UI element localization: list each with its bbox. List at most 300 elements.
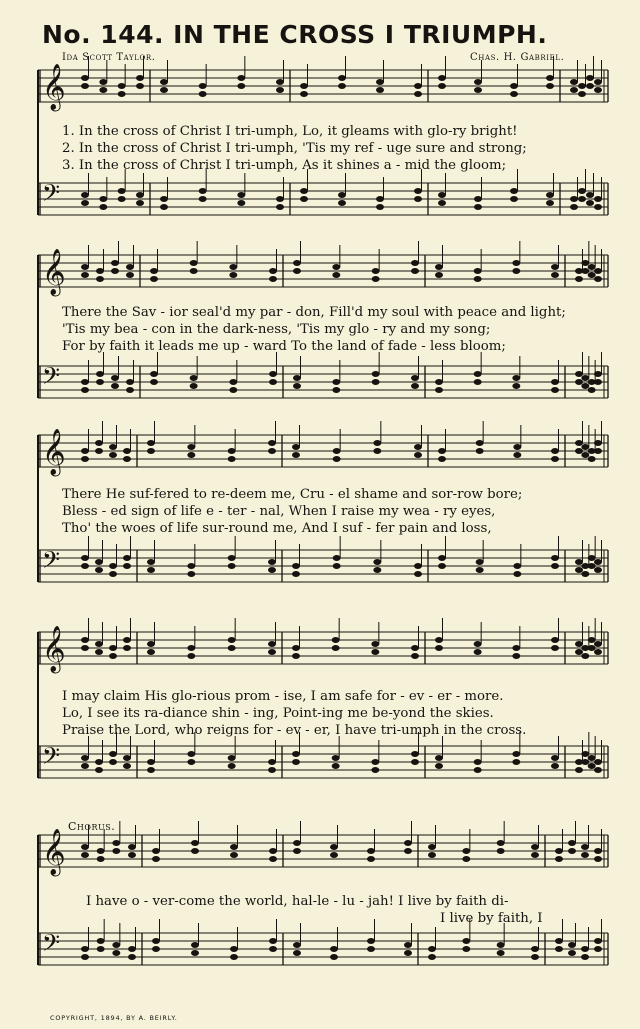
note-head [109, 452, 117, 458]
note-head [588, 555, 596, 561]
note-head [81, 264, 89, 270]
note-head [575, 371, 583, 377]
note-head [187, 759, 195, 765]
note-head [292, 645, 300, 651]
note-head [147, 641, 155, 647]
note-head [581, 844, 589, 850]
note-head [568, 950, 576, 956]
note-head [555, 946, 563, 952]
note-head [237, 75, 245, 81]
note-head [581, 571, 589, 577]
note-head [187, 645, 195, 651]
note-head [513, 571, 521, 577]
note-head [293, 268, 301, 274]
note-head [187, 452, 195, 458]
note-head [594, 856, 602, 862]
note-head [95, 448, 103, 454]
note-head [551, 555, 559, 561]
note-head [581, 946, 589, 952]
note-head [332, 379, 340, 385]
note-head [126, 379, 134, 385]
note-head [147, 767, 155, 773]
note-head [190, 260, 198, 266]
note-head [136, 83, 144, 89]
note-head [435, 763, 443, 769]
note-head [237, 200, 245, 206]
note-head [81, 946, 89, 952]
note-head [228, 456, 236, 462]
note-head [268, 448, 276, 454]
note-head [81, 645, 89, 651]
note-head [588, 645, 596, 651]
note-head [191, 942, 199, 948]
note-head [551, 763, 559, 769]
note-head [292, 759, 300, 765]
note-head [332, 763, 340, 769]
note-head [276, 204, 284, 210]
note-head [512, 645, 520, 651]
note-head [268, 759, 276, 765]
note-head [332, 387, 340, 393]
note-head [95, 649, 103, 655]
note-head [230, 844, 238, 850]
note-head [581, 759, 589, 765]
note-head [123, 755, 131, 761]
note-head [435, 755, 443, 761]
note-head [588, 272, 596, 278]
note-head [95, 559, 103, 565]
lyric-line: 3. In the cross of Christ I tri-umph, As it shines a - mid the gloom; [62, 158, 507, 173]
note-head [411, 759, 419, 765]
note-head [191, 950, 199, 956]
note-head [594, 79, 602, 85]
note-head [372, 268, 380, 274]
note-head [333, 448, 341, 454]
note-head [474, 379, 482, 385]
hymn-title: No. 144. IN THE CROSS I TRIUMPH. [42, 20, 548, 49]
note-head [594, 559, 602, 565]
note-head [111, 375, 119, 381]
treble-clef-icon: 𝄞 [42, 429, 66, 475]
note-head [160, 79, 168, 85]
note-head [147, 448, 155, 454]
note-head [293, 375, 301, 381]
note-head [404, 848, 412, 854]
note-head [152, 946, 160, 952]
note-head [438, 456, 446, 462]
note-head [414, 196, 422, 202]
note-head [497, 848, 505, 854]
note-head [594, 379, 602, 385]
note-head [497, 942, 505, 948]
note-head [81, 192, 89, 198]
note-head [510, 91, 518, 97]
note-head [588, 264, 596, 270]
lyrics-system-3 [62, 486, 610, 537]
note-head [111, 268, 119, 274]
note-head [97, 938, 105, 944]
note-head [147, 759, 155, 765]
note-head [333, 456, 341, 462]
copyright-notice: COPYRIGHT, 1894, BY A. BEIRLY. [50, 1014, 178, 1022]
note-head [372, 276, 380, 282]
note-head [474, 641, 482, 647]
note-head [96, 371, 104, 377]
note-head [594, 204, 602, 210]
note-head [330, 844, 338, 850]
note-head [187, 653, 195, 659]
note-head [109, 759, 117, 765]
note-head [230, 946, 238, 952]
note-head [474, 759, 482, 765]
note-head [575, 567, 583, 573]
note-head [81, 387, 89, 393]
note-head [228, 755, 236, 761]
note-head [199, 188, 207, 194]
note-head [150, 276, 158, 282]
note-head [435, 637, 443, 643]
note-head [546, 192, 554, 198]
note-head [594, 268, 602, 274]
note-head [531, 946, 539, 952]
note-head [268, 440, 276, 446]
note-head [229, 379, 237, 385]
lyrics-system-4 [62, 688, 610, 739]
note-head [228, 637, 236, 643]
lyric-line: 'Tis my bea - con in the dark-ness, 'Tis my glo - ry and my song; [62, 322, 491, 337]
note-head [230, 954, 238, 960]
note-head [575, 440, 583, 446]
note-head [474, 268, 482, 274]
note-head [581, 653, 589, 659]
note-head [575, 276, 583, 282]
note-head [268, 767, 276, 773]
note-head [109, 751, 117, 757]
note-head [594, 946, 602, 952]
note-head [594, 276, 602, 282]
note-head [510, 196, 518, 202]
lyric-line: Tho' the woes of life sur-round me, And I suf - fer pain and loss, [62, 521, 492, 536]
note-head [293, 848, 301, 854]
note-head [404, 950, 412, 956]
note-head [404, 840, 412, 846]
note-head [81, 200, 89, 206]
note-head [228, 763, 236, 769]
note-head [411, 383, 419, 389]
note-head [109, 645, 117, 651]
note-head [160, 196, 168, 202]
note-head [228, 645, 236, 651]
note-head [474, 649, 482, 655]
note-head [428, 852, 436, 858]
note-head [228, 555, 236, 561]
note-head [126, 264, 134, 270]
note-head [510, 83, 518, 89]
note-head [474, 767, 482, 773]
note-head [292, 563, 300, 569]
note-head [428, 844, 436, 850]
note-head [81, 844, 89, 850]
note-head [147, 559, 155, 565]
lyrics-system-2 [62, 304, 610, 355]
note-head [269, 268, 277, 274]
note-head [293, 950, 301, 956]
note-head [191, 848, 199, 854]
note-head [150, 268, 158, 274]
note-head [371, 641, 379, 647]
note-head [95, 767, 103, 773]
note-head [414, 91, 422, 97]
note-head [376, 79, 384, 85]
note-head [229, 387, 237, 393]
note-head [575, 379, 583, 385]
note-head [428, 946, 436, 952]
note-head [112, 840, 120, 846]
note-head [109, 653, 117, 659]
note-head [581, 260, 589, 266]
note-head [81, 379, 89, 385]
note-head [531, 852, 539, 858]
note-head [476, 440, 484, 446]
note-head [128, 844, 136, 850]
note-head [581, 268, 589, 274]
note-head [268, 559, 276, 565]
note-head [292, 452, 300, 458]
note-head [230, 852, 238, 858]
treble-clef-icon: 𝄞 [42, 249, 66, 295]
note-head [123, 763, 131, 769]
note-head [414, 571, 422, 577]
note-head [414, 452, 422, 458]
note-head [268, 641, 276, 647]
note-head [376, 196, 384, 202]
note-head [109, 571, 117, 577]
note-head [373, 440, 381, 446]
note-head [330, 946, 338, 952]
note-head [570, 87, 578, 93]
note-head [118, 188, 126, 194]
note-head [332, 755, 340, 761]
note-head [404, 942, 412, 948]
note-head [428, 954, 436, 960]
note-head [594, 448, 602, 454]
note-head [512, 653, 520, 659]
note-head [411, 653, 419, 659]
bass-clef-icon: 𝄢 [42, 362, 61, 395]
note-head [474, 196, 482, 202]
note-head [81, 954, 89, 960]
lyric-line: Bless - ed sign of life e - ter - nal, When I raise my wea - ry eyes, [62, 504, 496, 519]
note-head [546, 75, 554, 81]
note-head [96, 276, 104, 282]
note-head [476, 559, 484, 565]
note-head [462, 946, 470, 952]
note-head [551, 563, 559, 569]
note-head [435, 272, 443, 278]
chorus-lyric-1: I have o - ver-come the world, hal-le - lu - jah! I live by faith di- [86, 894, 509, 909]
note-head [292, 653, 300, 659]
note-head [276, 79, 284, 85]
note-head [367, 938, 375, 944]
note-head [367, 856, 375, 862]
note-head [551, 379, 559, 385]
note-head [81, 555, 89, 561]
note-head [112, 942, 120, 948]
lyric-line: Praise the Lord, who reigns for - ev - er, I have tri-umph in the cross. [62, 723, 527, 738]
note-head [269, 856, 277, 862]
note-head [435, 379, 443, 385]
note-head [551, 637, 559, 643]
note-head [586, 192, 594, 198]
treble-clef-icon: 𝄞 [42, 829, 66, 875]
note-head [136, 192, 144, 198]
note-head [95, 567, 103, 573]
note-head [531, 844, 539, 850]
note-head [152, 856, 160, 862]
note-head [588, 755, 596, 761]
note-head [575, 649, 583, 655]
note-head [438, 83, 446, 89]
note-head [513, 444, 521, 450]
note-head [414, 83, 422, 89]
note-head [229, 272, 237, 278]
chorus-lyric-2: I live by faith, I [440, 911, 543, 926]
note-head [269, 848, 277, 854]
note-head [96, 268, 104, 274]
note-head [373, 567, 381, 573]
note-head [588, 387, 596, 393]
note-head [292, 444, 300, 450]
note-head [330, 852, 338, 858]
note-head [187, 571, 195, 577]
note-head [293, 383, 301, 389]
note-head [112, 848, 120, 854]
note-head [333, 555, 341, 561]
note-head [411, 268, 419, 274]
note-head [588, 563, 596, 569]
note-head [276, 196, 284, 202]
note-head [191, 840, 199, 846]
composer-credit: Chas. H. Gabriel. [470, 52, 565, 63]
note-head [435, 645, 443, 651]
note-head [187, 751, 195, 757]
note-head [497, 840, 505, 846]
note-head [575, 559, 583, 565]
note-head [332, 645, 340, 651]
note-head [269, 938, 277, 944]
note-head [81, 563, 89, 569]
note-head [338, 83, 346, 89]
note-head [581, 852, 589, 858]
note-head [586, 200, 594, 206]
lyric-line: For by faith it leads me up - ward To the land of fade - less bloom; [62, 339, 506, 354]
note-head [371, 759, 379, 765]
note-head [269, 946, 277, 952]
note-head [367, 946, 375, 952]
note-head [588, 456, 596, 462]
note-head [81, 456, 89, 462]
note-head [229, 264, 237, 270]
note-head [462, 856, 470, 862]
note-head [126, 272, 134, 278]
bass-clef-icon: 𝄢 [42, 179, 61, 212]
note-head [160, 87, 168, 93]
note-head [199, 91, 207, 97]
note-head [411, 260, 419, 266]
note-head [581, 383, 589, 389]
note-head [150, 371, 158, 377]
note-head [187, 444, 195, 450]
note-head [551, 272, 559, 278]
note-head [269, 276, 277, 282]
note-head [476, 567, 484, 573]
note-head [269, 371, 277, 377]
note-head [474, 276, 482, 282]
treble-clef-icon: 𝄞 [42, 626, 66, 672]
note-head [586, 75, 594, 81]
note-head [581, 751, 589, 757]
note-head [190, 383, 198, 389]
note-head [152, 938, 160, 944]
note-head [97, 848, 105, 854]
note-head [292, 751, 300, 757]
note-head [128, 852, 136, 858]
note-head [462, 938, 470, 944]
note-head [570, 79, 578, 85]
note-head [81, 83, 89, 89]
note-head [376, 87, 384, 93]
note-head [338, 75, 346, 81]
note-head [81, 272, 89, 278]
note-head [546, 200, 554, 206]
note-head [435, 387, 443, 393]
note-head [578, 83, 586, 89]
note-head [99, 79, 107, 85]
note-head [96, 379, 104, 385]
bass-clef-icon: 𝄢 [42, 929, 61, 962]
note-head [551, 264, 559, 270]
note-head [123, 645, 131, 651]
note-head [123, 637, 131, 643]
note-head [497, 950, 505, 956]
note-head [555, 856, 563, 862]
note-head [578, 196, 586, 202]
note-head [438, 563, 446, 569]
note-head [373, 448, 381, 454]
note-head [237, 83, 245, 89]
note-head [568, 840, 576, 846]
lyric-line: 1. In the cross of Christ I tri-umph, Lo, it gleams with glo-ry bright! [62, 124, 518, 139]
note-head [551, 387, 559, 393]
note-head [99, 196, 107, 202]
lyrics-system-1 [62, 123, 610, 174]
lyricist-credit: Ida Scott Taylor. [62, 52, 156, 63]
note-head [136, 200, 144, 206]
note-head [373, 559, 381, 565]
note-head [594, 196, 602, 202]
note-head [112, 950, 120, 956]
note-head [581, 375, 589, 381]
note-head [147, 567, 155, 573]
note-head [594, 371, 602, 377]
note-head [199, 83, 207, 89]
note-head [118, 83, 126, 89]
bass-clef-icon: 𝄢 [42, 546, 61, 579]
note-head [581, 444, 589, 450]
note-head [594, 649, 602, 655]
note-head [190, 268, 198, 274]
note-head [268, 567, 276, 573]
